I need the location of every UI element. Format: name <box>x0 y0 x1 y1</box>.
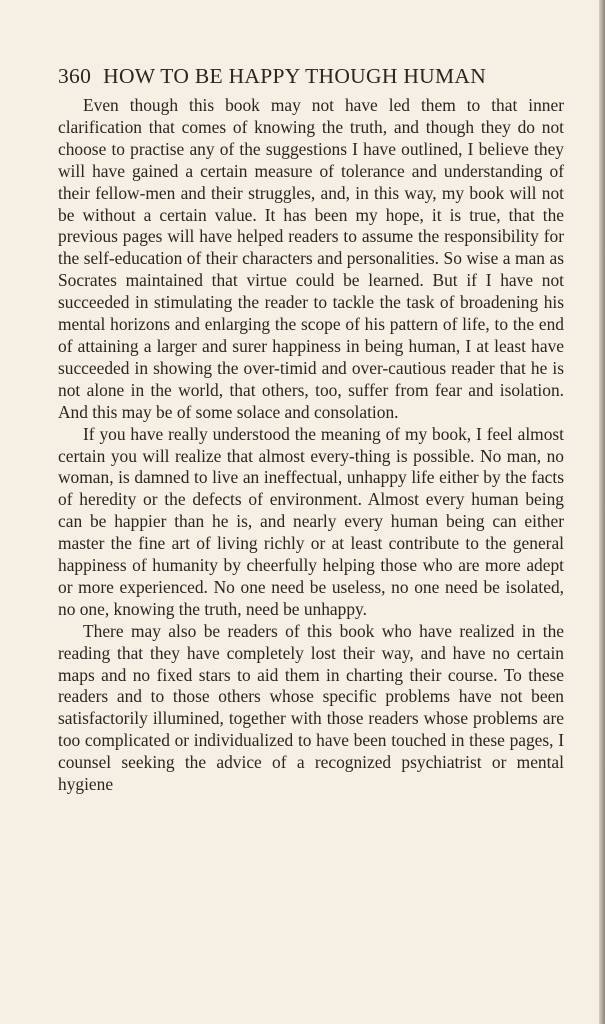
paragraph: If you have really understood the meaning of my book, I feel almost certain you will realize that almost every-thing is possible. No man, no woman, is damned to live an ineffectual, unhappy life either by the facts of heredity or the defects of environment. Almost every human being can be happier than he is, and nearly every human being can either master the fine art of living richly or at least contribute to the general happiness of humanity by cheerfully helping those who are more adept or more experienced. No one need be useless, no one need be isolated, no one, knowing the truth, need be unhappy. <box>58 423 564 619</box>
paragraph: There may also be readers of this book who have realized in the reading that they have completely lost their way, and have no certain maps and no fixed stars to aid them in charting their course. To these readers and to those others whose specific problems have not been satisfactorily illumined, together with those readers whose problems are too complicated or individualized to have been touched in these pages, I counsel seeking the advice of a recognized psychiatrist or mental hygiene <box>58 620 564 795</box>
paragraph: Even though this book may not have led them to that inner clarification that comes of knowing the truth, and though they do not choose to practise any of the suggestions I have outlined, I believe they will have gained a certain measure of tolerance and understanding of their fellow-men and their struggles, and, in this way, my book will not be without a certain value. It has been my hope, it is true, that the previous pages will have helped readers to assume the responsibility for the self-education of their characters and personalities. So wise a man as Socrates maintained that virtue could be learned. But if I have not succeeded in stimulating the reader to tackle the task of broadening his mental horizons and enlarging the scope of his pattern of life, to the end of attaining a larger and surer happiness in being human, I at least have succeeded in showing the over-timid and over-cautious reader that he is not alone in the world, that others, too, suffer from fear and isolation. And this may be of some solace and consolation. <box>58 95 564 422</box>
page-edge <box>599 0 605 1024</box>
book-page <box>58 64 564 796</box>
running-head-title: HOW TO BE HAPPY THOUGH HUMAN <box>103 64 487 88</box>
running-head <box>58 64 564 89</box>
body-text <box>58 95 564 796</box>
page-number: 360 <box>58 64 92 88</box>
